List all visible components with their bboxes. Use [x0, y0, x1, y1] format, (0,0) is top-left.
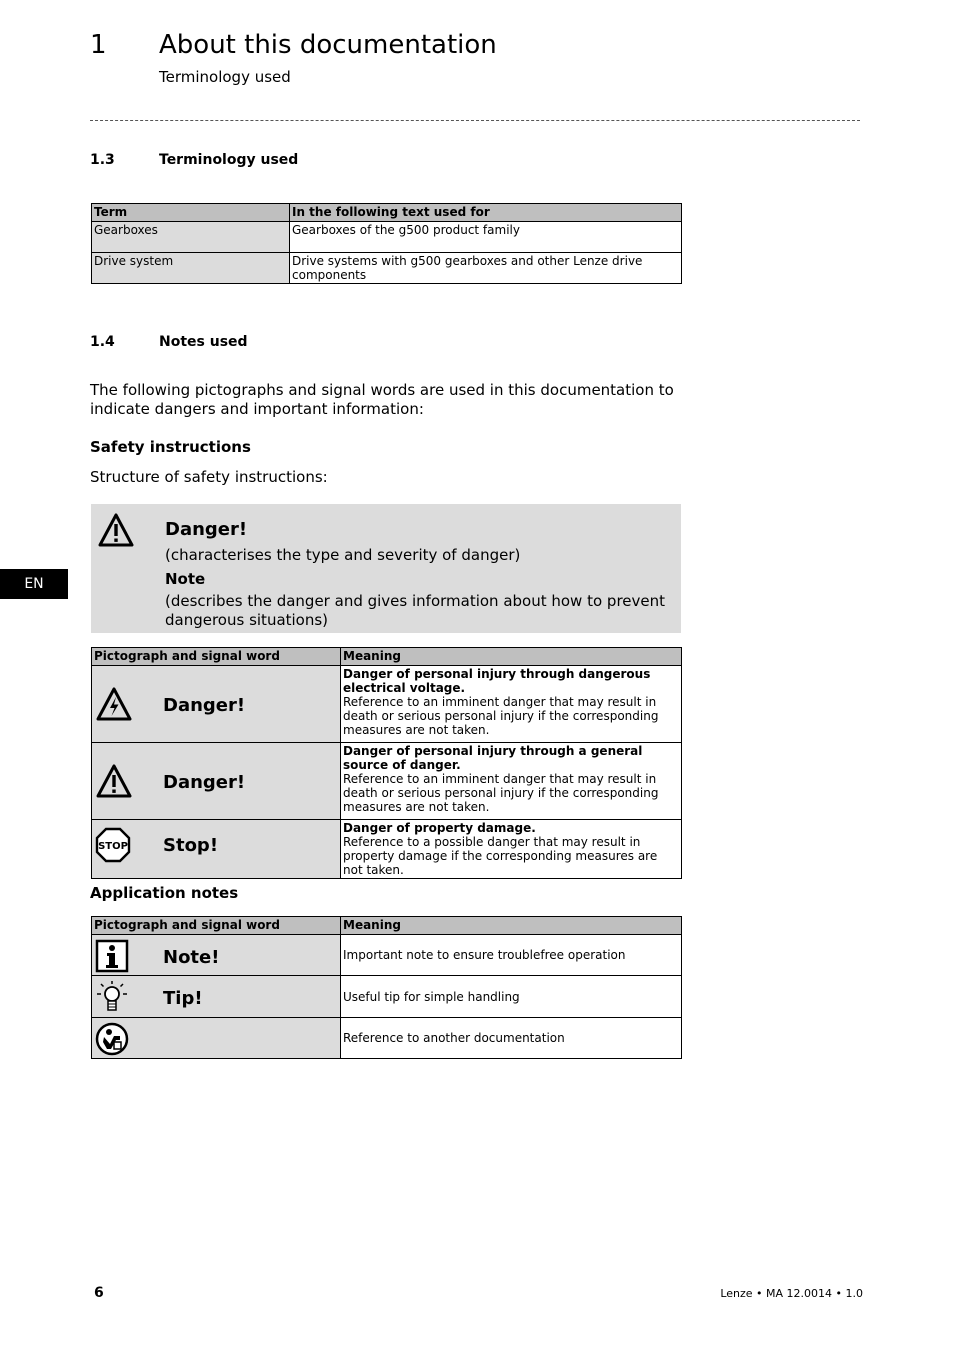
table-header: In the following text used for	[290, 204, 682, 222]
chapter-number: 1	[90, 30, 107, 60]
section-number: 1.3	[90, 152, 115, 168]
table-cell: Gearboxes	[92, 222, 290, 253]
meaning-cell: Reference to another documentation	[341, 1018, 682, 1059]
meaning-cell	[341, 666, 682, 743]
table-cell: Drive system	[92, 253, 290, 284]
signal-word: Tip!	[163, 988, 203, 1009]
pictograph-cell	[92, 666, 341, 743]
table-header: Term	[92, 204, 290, 222]
structure-line: (describes the danger and gives information about how to prevent dangerous situations)	[165, 592, 666, 629]
header-divider	[90, 120, 860, 121]
table-row	[92, 935, 682, 976]
meaning-text: Reference to a possible danger that may result in property damage if the corresponding measures are not taken.	[343, 835, 658, 877]
table-cell: Drive systems with g500 gearboxes and other Lenze drive components	[290, 253, 682, 284]
section-number: 1.4	[90, 334, 115, 350]
table-row	[92, 1018, 682, 1059]
table-row	[92, 222, 682, 253]
info-icon	[95, 939, 129, 973]
safety-signal-table	[91, 647, 682, 879]
meaning-title: Danger of personal injury through a general source of danger.	[343, 744, 643, 772]
signal-word: Note!	[163, 947, 220, 968]
table-header: Meaning	[341, 648, 682, 666]
table-header: Pictograph and signal word	[92, 648, 341, 666]
table-header: Meaning	[341, 917, 682, 935]
pictograph-cell	[92, 743, 341, 820]
meaning-cell	[341, 820, 682, 879]
meaning-title: Danger of personal injury through dangerous electrical voltage.	[343, 667, 651, 695]
table-cell: Gearboxes of the g500 product family	[290, 222, 682, 253]
table-row	[92, 743, 682, 820]
safety-structure-box	[91, 504, 681, 633]
pictograph-cell	[92, 935, 341, 976]
signal-word: Danger!	[163, 695, 246, 716]
intro-paragraph: The following pictographs and signal words are used in this documentation to indicate dangers and important information:	[90, 381, 674, 418]
chapter-subtitle: Terminology used	[159, 68, 291, 86]
structure-title: Danger!	[165, 519, 248, 540]
document-reference: Lenze • MA 12.0014 • 1.0	[720, 1287, 863, 1300]
structure-line: (characterises the type and severity of danger)	[165, 546, 521, 564]
meaning-text: Reference to an imminent danger that may result in death or serious personal injury if the corresponding measures are not taken.	[343, 772, 659, 814]
section-title: Notes used	[159, 334, 248, 350]
reference-icon	[95, 1022, 129, 1056]
meaning-cell	[341, 743, 682, 820]
safety-heading: Safety instructions	[90, 438, 251, 456]
meaning-title: Danger of property damage.	[343, 821, 536, 835]
pictograph-cell	[92, 1018, 341, 1059]
section-title: Terminology used	[159, 152, 299, 168]
language-tab: EN	[0, 569, 68, 599]
pictograph-cell	[92, 976, 341, 1018]
application-heading: Application notes	[90, 884, 239, 902]
general-danger-icon	[95, 763, 133, 799]
meaning-cell: Useful tip for simple handling	[341, 976, 682, 1018]
structure-text: Structure of safety instructions:	[90, 468, 328, 486]
signal-word: Danger!	[163, 772, 246, 793]
table-row	[92, 820, 682, 879]
table-row	[92, 976, 682, 1018]
svg-text:STOP: STOP	[98, 841, 128, 852]
application-notes-table	[91, 916, 682, 1059]
table-row	[92, 253, 682, 284]
meaning-cell: Important note to ensure troublefree operation	[341, 935, 682, 976]
chapter-title: About this documentation	[159, 30, 497, 60]
page-number: 6	[94, 1285, 104, 1301]
electrical-danger-icon	[95, 686, 133, 722]
table-header: Pictograph and signal word	[92, 917, 341, 935]
stop-icon	[95, 827, 131, 863]
table-row	[92, 666, 682, 743]
signal-word: Stop!	[163, 835, 219, 856]
pictograph-cell	[92, 820, 341, 879]
meaning-text: Reference to an imminent danger that may result in death or serious personal injury if the corresponding measures are not taken.	[343, 695, 659, 737]
lightbulb-icon	[95, 980, 129, 1014]
terminology-table	[91, 203, 682, 284]
structure-note-label: Note	[165, 570, 206, 588]
warning-icon	[97, 512, 135, 548]
